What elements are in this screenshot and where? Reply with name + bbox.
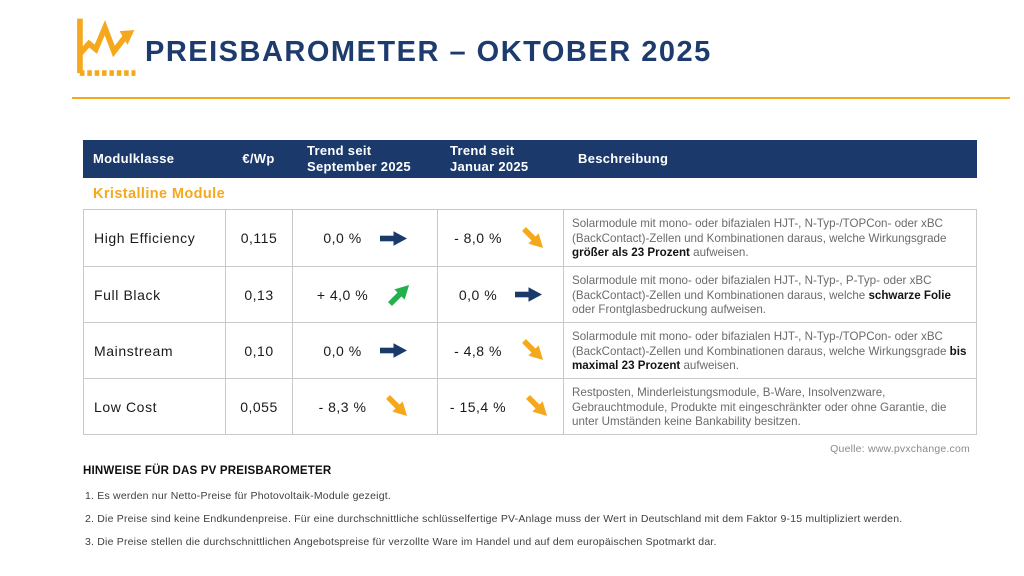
page-title: PREISBAROMETER – OKTOBER 2025 <box>145 36 712 68</box>
trend-value: 0,0 % <box>323 342 362 359</box>
trend-arrow-icon <box>385 280 415 310</box>
title-divider <box>72 97 1010 99</box>
description-text: Solarmodule mit mono- oder bifazialen HJT-, N-Typ-/TOPCon- oder xBC (BackContact)-Zellen und Kombinationen daraus, welche Wirkungsgrade <box>572 330 950 358</box>
module-class-cell: High Efficiency <box>84 210 226 266</box>
table-row <box>84 322 976 378</box>
trend-arrow-icon <box>380 343 407 358</box>
table-row <box>84 378 976 434</box>
description-cell <box>564 267 976 322</box>
line-chart-logo-icon <box>72 13 140 81</box>
trend-value: - 8,3 % <box>318 398 367 415</box>
table-header-row <box>83 140 977 178</box>
trend-arrow-icon <box>383 392 413 422</box>
trend-value: + 4,0 % <box>316 286 369 303</box>
trend-january-cell <box>438 210 564 266</box>
section-row-kristalline-module <box>83 178 977 209</box>
description-bold-text: größer als 23 Prozent <box>572 246 690 260</box>
note-item: 2. Die Preise sind keine Endkundenpreise. Für eine durchschnittliche schlüsselfertige PV-Anlage muss der Wert in Deutschland mit dem Faktor 9-15 multipliziert werden. <box>85 513 903 525</box>
table-row <box>84 210 976 266</box>
notes-title: HINWEISE FÜR DAS PV PREISBAROMETER <box>83 465 332 477</box>
trend-arrow-icon <box>523 392 553 422</box>
description-text: Solarmodule mit mono- oder bifazialen HJT-, N-Typ-/TOPCon- oder xBC (BackContact)-Zellen und Kombinationen daraus, welche Wirkungsgrade <box>572 217 947 245</box>
trend-value: 0,0 % <box>323 230 362 246</box>
table-body <box>83 209 977 435</box>
note-item: 1. Es werden nur Netto-Preise für Photovoltaik-Module gezeigt. <box>85 490 391 502</box>
trend-september-cell <box>293 323 438 378</box>
description-text: oder Frontglasbedruckung aufweisen. <box>572 303 766 317</box>
column-header-price: €/Wp <box>242 151 275 166</box>
section-label: Kristalline Module <box>93 185 226 202</box>
description-text: Restposten, Minderleistungsmodule, B-Ware, Insolvenzware, Gebrauchtmodule, Produkte mit eingeschränkter oder ohne Garantie, die unter Umständen keine Bankability besitzen. <box>572 386 947 429</box>
trend-arrow-icon <box>519 336 549 366</box>
trend-january-cell <box>438 267 564 322</box>
module-class-cell: Low Cost <box>84 379 226 434</box>
trend-value: - 8,0 % <box>454 230 502 246</box>
description-text: aufweisen. <box>689 246 749 260</box>
description-text: aufweisen. <box>680 359 739 373</box>
trend-arrow-icon <box>380 231 407 246</box>
table-row <box>84 266 976 322</box>
description-cell <box>564 379 976 434</box>
description-bold-text: bis maximal 23 Prozent <box>572 344 967 373</box>
description-cell <box>564 323 976 378</box>
trend-value: - 15,4 % <box>449 398 507 415</box>
trend-september-cell <box>293 210 438 266</box>
description-text: Solarmodule mit mono- oder bifazialen HJT-, N-Typ-, P-Typ- oder xBC (BackContact)-Zellen und Kombinationen daraus, welche <box>572 274 932 302</box>
description-cell <box>564 210 976 266</box>
source-credit: Quelle: www.pvxchange.com <box>830 443 970 455</box>
trend-arrow-icon <box>519 223 549 253</box>
price-cell: 0,10 <box>226 323 293 378</box>
column-header-trend-januar: Trend seit Januar 2025 <box>450 143 529 174</box>
module-class-cell: Mainstream <box>84 323 226 378</box>
column-header-beschreibung: Beschreibung <box>578 151 669 166</box>
note-item: 3. Die Preise stellen die durchschnittlichen Angebotspreise für verzollte Ware im Handel und auf dem europäischen Spotmarkt dar. <box>85 536 717 548</box>
column-header-trend-september: Trend seit September 2025 <box>307 143 411 174</box>
trend-value: - 4,8 % <box>454 342 502 359</box>
trend-january-cell <box>438 379 564 434</box>
trend-january-cell <box>438 323 564 378</box>
price-cell: 0,115 <box>226 210 293 266</box>
trend-value: 0,0 % <box>458 286 498 303</box>
price-cell: 0,13 <box>226 267 293 322</box>
price-table <box>83 140 977 435</box>
description-bold-text: schwarze Folie <box>868 288 951 302</box>
trend-september-cell <box>293 267 438 322</box>
column-header-modulklasse: Modulklasse <box>93 151 175 166</box>
price-cell: 0,055 <box>226 379 293 434</box>
trend-arrow-icon <box>515 287 542 302</box>
module-class-cell: Full Black <box>84 267 226 322</box>
trend-september-cell <box>293 379 438 434</box>
